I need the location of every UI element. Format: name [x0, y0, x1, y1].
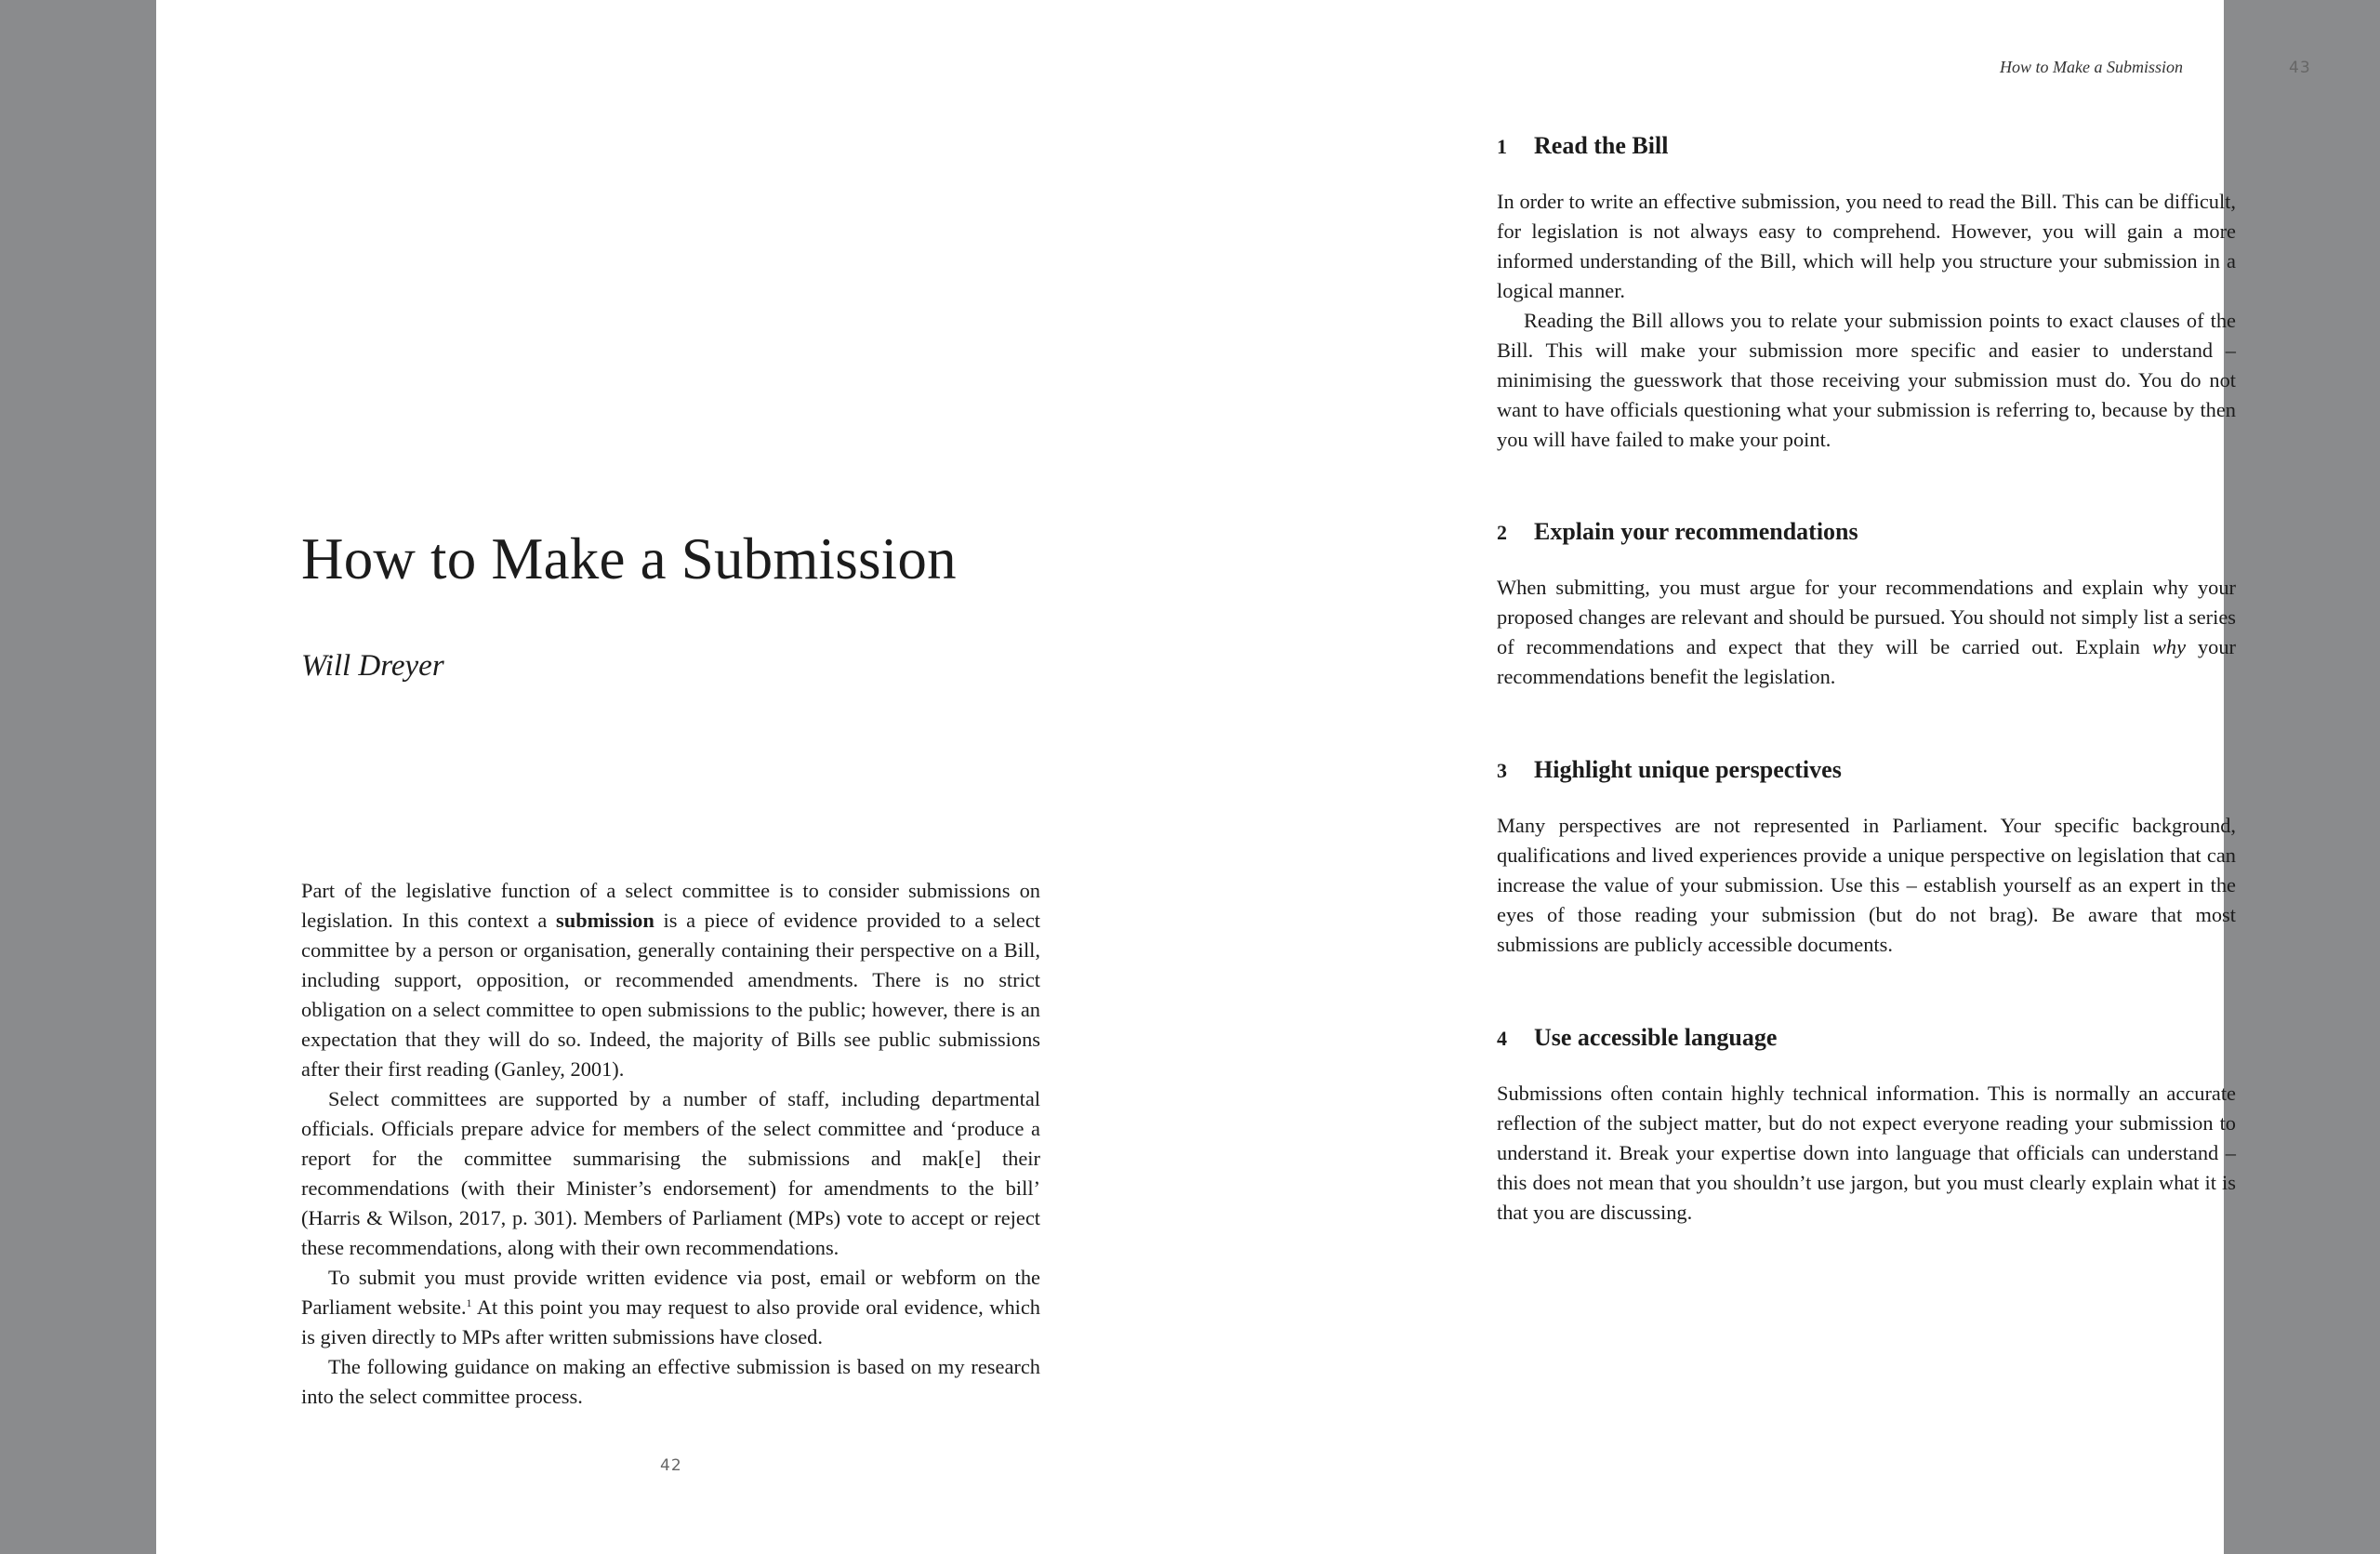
section-unique-perspectives [1497, 754, 2236, 960]
section-accessible-language [1497, 1022, 2236, 1228]
section-title: Read the Bill [1534, 132, 1669, 159]
section-paragraph [1497, 573, 2236, 692]
section-number: 1 [1497, 135, 1507, 158]
section-title: Use accessible language [1534, 1024, 1778, 1051]
intro-paragraph-1-start: Part of the legislative function of a select committee is to consider submissions on legislation. In this context a [301, 879, 1040, 932]
page-number-left: 42 [660, 1456, 682, 1475]
intro-paragraph-4: The following guidance on making an effective submission is based on my research into the select committee process. [301, 1355, 1040, 1408]
section-paragraph: In order to write an effective submission, you need to read the Bill. This can be difficult, for legislation is not always easy to comprehend. However, you will gain a more informed understanding of the Bill, which will help you structure your submission in a logical manner. [1497, 190, 2236, 302]
footnote-marker: 1 [466, 1296, 472, 1309]
section-paragraph: Reading the Bill allows you to relate your submission points to exact clauses of the Bill. This will make your submission more specific and easier to understand – minimising the guesswork that those receiving your submission must do. You do not want to have officials questioning what your submission is referring to, because by then you will have failed to make your point. [1497, 309, 2236, 451]
section-title: Explain your recommendations [1534, 518, 1858, 545]
section-body [1497, 1079, 2236, 1228]
intro-paragraph-3-start: To submit you must provide written evidence via post, email or webform on the Parliament website. [301, 1266, 1040, 1319]
right-page [1190, 0, 2236, 1554]
intro-paragraph-3-end: At this point you may request to also provide oral evidence, which is given directly to MPs after written submissions have closed. [301, 1295, 1040, 1348]
section-paragraph-start: When submitting, you must argue for your recommendations and explain why your proposed changes are relevant and should be pursued. You should not simply list a series of recommendations and expect that they will be carried out. Explain [1497, 576, 2236, 658]
intro-paragraph-2: Select committees are supported by a number of staff, including departmental officials. Officials prepare advice for members of the select committee and ‘produce a report for the committee summarising the submissions and mak[e] their recommendations (with their Minister’s endorsement) for amendments to the bill’ (Harris & Wilson, 2017, p. 301). Members of Parliament (MPs) vote to accept or reject these recommendations, along with their own recommendations. [301, 1087, 1040, 1259]
section-heading [1497, 1022, 2236, 1055]
section-explain-recommendations [1497, 516, 2236, 692]
section-body [1497, 187, 2236, 455]
intro-paragraph-1-end: is a piece of evidence provided to a select committee by a person or organisation, generally containing their perspective on a Bill, including support, opposition, or recommended amendments. There is no strict obligation on a select committee to open submissions to the public; however, there is an expectation that they will do so. Indeed, the majority of Bills see public submissions after their first reading (Ganley, 2001). [301, 909, 1040, 1081]
left-page [156, 0, 1190, 1554]
intro-paragraph-1 [301, 876, 1040, 1084]
section-paragraph-end: your recommendations benefit the legislation. [1497, 635, 2236, 688]
book-spread [156, 0, 2311, 1554]
chapter-author: Will Dreyer [301, 649, 444, 683]
emphasis-why: why [2151, 635, 2187, 658]
section-title: Highlight unique perspectives [1534, 756, 1842, 783]
section-paragraph: Many perspectives are not represented in Parliament. Your specific background, qualifications and lived experiences provide a unique perspective on legislation that can increase the value of your submission. Use this – establish yourself as an expert in the eyes of those reading your submission (but do not brag). Be aware that most submissions are publicly accessible documents. [1497, 814, 2236, 956]
section-number: 3 [1497, 759, 1507, 782]
section-body [1497, 811, 2236, 960]
section-heading [1497, 516, 2236, 549]
section-heading [1497, 754, 2236, 787]
chapter-title: How to Make a Submission [301, 526, 957, 591]
section-heading [1497, 130, 2236, 163]
submission-term: submission [556, 909, 654, 932]
section-number: 2 [1497, 521, 1507, 544]
section-number: 4 [1497, 1027, 1507, 1050]
section-paragraph: Submissions often contain highly technical information. This is normally an accurate reflection of the subject matter, but do not expect everyone reading your submission to understand it. Break your expertise down into language that officials can understand – this does not mean that you shouldn’t use jargon, but you must clearly explain what it is that you are discussing. [1497, 1082, 2236, 1224]
section-body [1497, 573, 2236, 692]
page-number-right: 43 [2289, 59, 2311, 77]
running-head: How to Make a Submission [2000, 58, 2183, 76]
chapter-intro-body [301, 876, 1040, 1412]
section-read-the-bill [1497, 130, 2236, 455]
intro-paragraph-3 [301, 1263, 1040, 1352]
